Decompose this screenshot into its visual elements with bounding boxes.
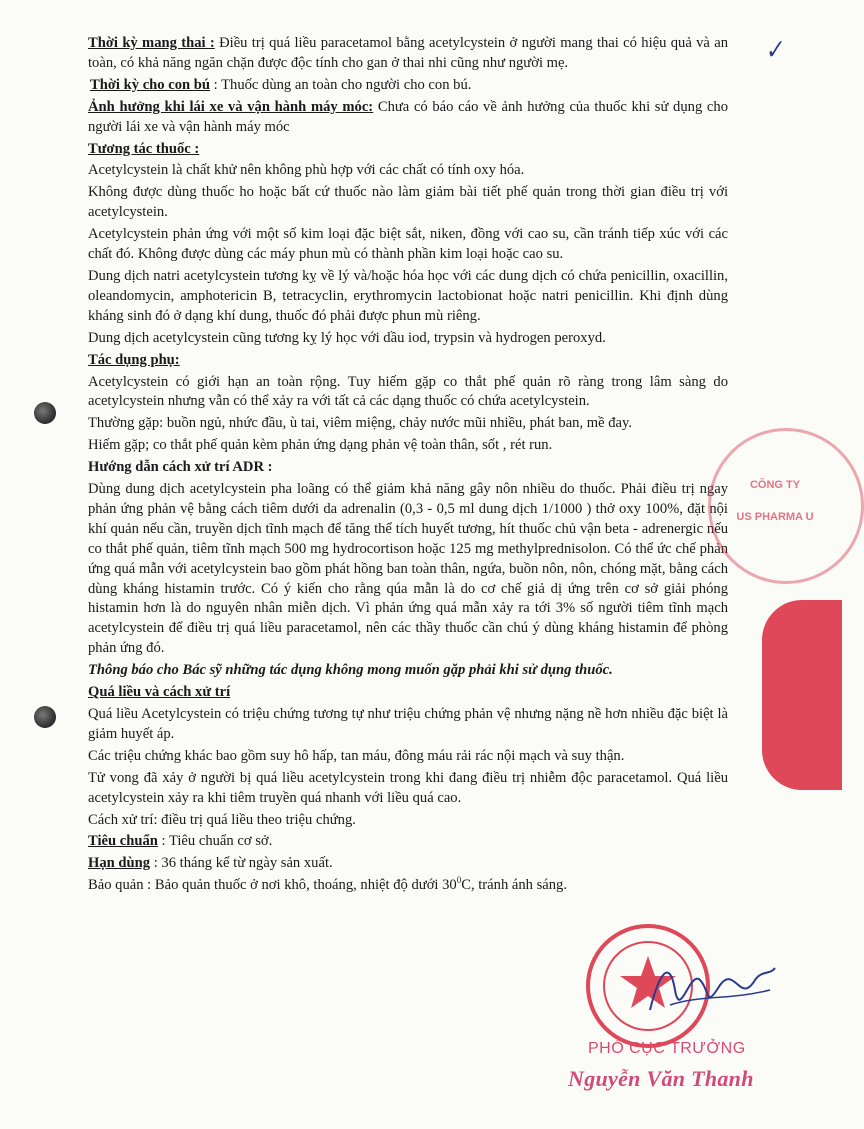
expiry-text: : 36 tháng kể từ ngày sản xuất. (150, 855, 333, 872)
side-effects-paragraph: Acetylcystein có giới hạn an toàn rộng. Tuy hiếm gặp co thắt phế quản rõ ràng trong lâm sàng do acetylcystein nhưng vẫn có thể xảy ra với tất cả các dạng thuốc có chứa acetylcystein. (88, 373, 728, 410)
driving-heading: Ảnh hưởng khi lái xe và vận hành máy móc: (88, 98, 374, 115)
overdose-heading: Quá liều và cách xử trí (88, 684, 231, 701)
signatory-title: PHÓ CỤC TRƯỞNG (588, 1040, 746, 1057)
handwritten-initial: ✓ (761, 36, 787, 66)
overdose-paragraph: Tử vong đã xảy ở người bị quá liều acetylcystein trong khi đang điều trị nhiễm độc paracetamol. Quá liều acetylcystein xảy ra khi tiêm truyền quá nhanh với liều quá cao. (88, 769, 728, 806)
interactions-paragraph: Acetylcystein phản ứng với một số kim loại đặc biệt sắt, niken, đồng với cao su, cần tránh tiếp xúc với các chất đó. Không được dùng các máy phun mù có thành phần kim loại hoặc cao su. (88, 226, 728, 263)
adr-paragraph: Dùng dung dịch acetylcystein pha loãng có thể giảm khả năng gây nôn nhiều do thuốc. Phải điều trị ngay phản ứng phản vệ bằng cách tiêm dưới da adrenalin (0,3 - 0,5 ml dung dịch 1/1000 ) thở oxy 100%, đặt nội khí quản nếu cần, truyền dịch tĩnh mạch để tăng thể tích huyết tương, hít thuốc chủ vận beta - adrenergic nếu co thắt phế quản, tiêm tĩnh mạch 500 mg hydrocortison hoặc 125 mg methylprednisolon. Có thể ức chế phản ứng quá mẫn với acetylcystein bao gồm phát hồng ban toàn thân, ngứa, buồn nôn, nôn, chóng mặt, bằng cách dùng kháng histamin trước. Có ý kiến cho rằng qúa mẫn là do cơ chế giả dị ứng trên cơ sở giải phóng histamin hơn là do nguyên nhân miễn dịch. Vì phản ứng quá mẫn xảy ra tới 3% số người tiêm tĩnh mạch acetylcystein để điều trị quá liều paracetamol, nên các thầy thuốc cần chú ý dùng kháng histamin để phòng phản ứng đó. (88, 481, 728, 657)
pregnancy-paragraph (88, 34, 728, 74)
pregnancy-text: Điều trị quá liều paracetamol bằng acetylcystein ở người mang thai có hiệu quả và an toàn, có khả năng ngăn chặn được độc tính cho gan ở thai nhi cũng như người mẹ. (88, 35, 728, 71)
interactions-paragraph: Acetylcystein là chất khử nên không phù hợp với các chất có tính oxy hóa. (88, 162, 525, 179)
punch-hole (34, 706, 56, 728)
lactation-paragraph (88, 76, 728, 96)
company-stamp-line2: US PHARMA U (736, 511, 814, 523)
handwritten-signature (640, 950, 780, 1030)
storage-paragraph (88, 876, 728, 896)
punch-hole (34, 402, 56, 424)
storage-text: : Bảo quản thuốc ở nơi khô, thoáng, nhiệt độ dưới 30 (143, 877, 457, 894)
company-stamp-text (730, 478, 820, 524)
standard-paragraph (88, 832, 728, 852)
expiry-paragraph (88, 854, 728, 874)
overdose-paragraph: Các triệu chứng khác bao gồm suy hô hấp, tan máu, đông máu rải rác nội mạch và suy thận. (88, 747, 625, 764)
overdose-paragraph: Quá liều Acetylcystein có triệu chứng tương tự như triệu chứng phản vệ nhưng nặng nề hơn nhiều đặc biệt là giảm huyết áp. (88, 706, 728, 742)
red-seal-edge (762, 600, 842, 790)
document-body (88, 34, 728, 898)
signatory-name: Nguyễn Văn Thanh (568, 1066, 754, 1091)
lactation-heading: Thời kỳ cho con bú (90, 76, 211, 93)
lactation-text: : Thuốc dùng an toàn cho người cho con bú. (210, 76, 472, 93)
side-effects-heading: Tác dụng phụ: (88, 351, 180, 368)
side-effects-paragraph: Thường gặp: buồn ngủ, nhức đầu, ù tai, viêm miệng, chảy nước mũi nhiều, phát ban, mề đay. (88, 415, 633, 432)
interactions-paragraph: Dung dịch acetylcystein cũng tương kỵ lý học với dầu iod, trypsin và hydrogen peroxyd. (88, 329, 606, 346)
adr-notice: Thông báo cho Bác sỹ những tác dụng không mong muốn gặp phải khi sử dụng thuốc. (88, 662, 613, 679)
interactions-paragraph: Dung dịch natri acetylcystein tương kỵ về lý và/hoặc hóa học với các dung dịch có chứa penicillin, oxacillin, oleandomycin, amphotericin B, tetracyclin, erythromycin lactobionat hoặc natri penicillin. Khi định dùng kháng sinh đó ở dạng khí dung, thuốc đó phải được phun mù riêng. (88, 267, 728, 324)
pregnancy-heading: Thời kỳ mang thai : (88, 35, 215, 51)
storage-text-after: C, tránh ánh sáng. (461, 877, 568, 894)
driving-paragraph (88, 98, 728, 138)
driving-text: Chưa có báo cáo về ảnh hưởng của thuốc khi sử dụng cho người lái xe và vận hành máy móc (88, 98, 728, 135)
expiry-heading: Hạn dùng (88, 855, 151, 872)
overdose-paragraph: Cách xử trí: điều trị quá liều theo triệu chứng. (88, 811, 356, 828)
standard-text: : Tiêu chuẩn cơ sở. (157, 833, 273, 850)
standard-heading: Tiêu chuẩn (88, 833, 158, 850)
adr-heading: Hướng dẫn cách xử trí ADR : (88, 459, 273, 476)
storage-label: Bảo quản (88, 877, 144, 894)
company-stamp-line1: CÔNG TY (749, 479, 801, 491)
interactions-heading: Tương tác thuốc : (88, 140, 200, 157)
storage-degree: 0 (456, 875, 462, 886)
side-effects-paragraph: Hiếm gặp; co thắt phế quản kèm phản ứng dạng phản vệ toàn thân, sốt , rét run. (88, 437, 553, 454)
interactions-paragraph: Không được dùng thuốc ho hoặc bất cứ thuốc nào làm giảm bài tiết phế quản trong thời gian điều trị với acetylcystein. (88, 184, 728, 221)
